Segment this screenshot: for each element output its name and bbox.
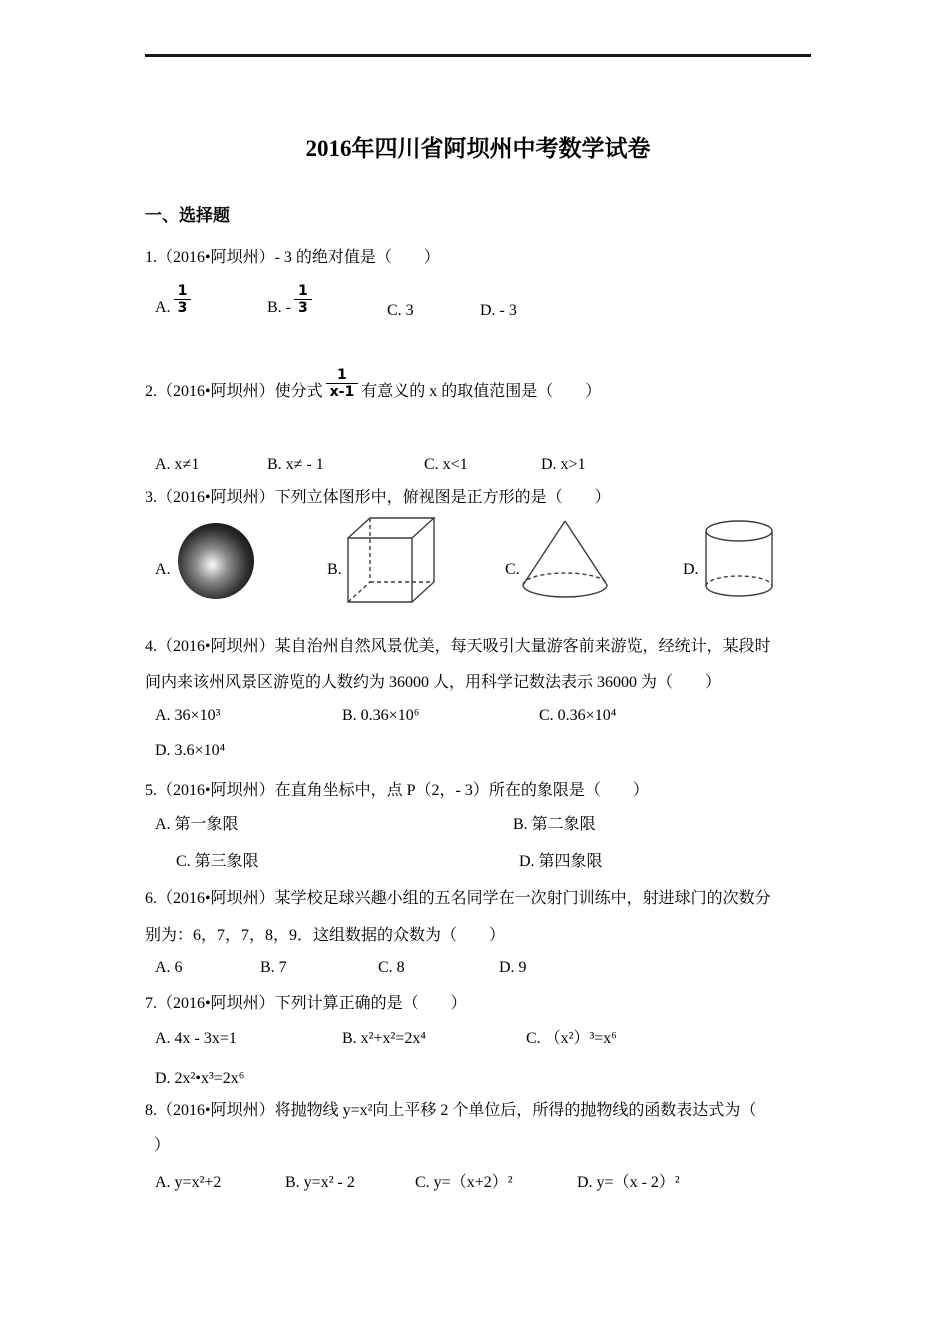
question-4-options-row2 (145, 741, 845, 765)
stem-text: 有意义的 x 的取值范围是（ ） (361, 383, 602, 401)
question-1-option-b (267, 283, 315, 318)
question-4-stem-line2: 间内来该州风景区游览的人数约为 36000 人，用科学记数法表示 36000 为（ ） (145, 674, 722, 691)
question-2-option-a: A. x≠1 (155, 456, 200, 473)
question-7-option-a: A. 4x - 3x=1 (155, 1030, 237, 1047)
question-8-option-a: A. y=x²+2 (155, 1174, 222, 1191)
fraction-denominator: 3 (298, 300, 308, 317)
question-8-option-d: D. y=（x - 2）² (577, 1174, 680, 1191)
header-rule (145, 54, 811, 57)
cone-shape (516, 515, 612, 605)
question-5-option-c: C. 第三象限 (176, 853, 259, 870)
question-5-stem: 5.（2016•阿坝州）在直角坐标中，点 P（2，- 3）所在的象限是（ ） (145, 782, 649, 799)
fraction-numerator: 1 (326, 367, 359, 384)
question-1-option-d: D. - 3 (480, 302, 517, 319)
stem-text: 2.（2016•阿坝州）使分式 (145, 383, 323, 401)
question-6-option-b: B. 7 (260, 959, 287, 976)
question-6-stem-line1: 6.（2016•阿坝州）某学校足球兴趣小组的五名同学在一次射门训练中，射进球门的次数分 (145, 890, 771, 907)
question-8-stem-line1: 8.（2016•阿坝州）将抛物线 y=x²向上平移 2 个单位后，所得的抛物线的函数表达式为（ (145, 1102, 757, 1119)
question-4-option-d: D. 3.6×10⁴ (155, 742, 226, 759)
fraction (174, 283, 192, 316)
question-4-options-row1 (145, 706, 845, 730)
question-2-option-b: B. x≠ - 1 (267, 456, 324, 473)
section-heading: 一、选择题 (145, 206, 230, 225)
question-2-options (145, 455, 845, 479)
question-8-option-c: C. y=（x+2）² (415, 1174, 513, 1191)
question-1-stem: 1.（2016•阿坝州）- 3 的绝对值是（ ） (145, 249, 440, 266)
question-5-option-a: A. 第一象限 (155, 816, 239, 833)
question-7-stem: 7.（2016•阿坝州）下列计算正确的是（ ） (145, 995, 467, 1012)
question-3-option-a-label: A. (155, 561, 171, 578)
question-2-option-d: D. x>1 (541, 456, 586, 473)
cylinder-shape (703, 518, 775, 600)
question-2-option-c: C. x<1 (424, 456, 468, 473)
question-2-stem (145, 367, 601, 402)
fraction (326, 367, 359, 400)
question-1-options (145, 283, 845, 323)
question-7-option-b: B. x²+x²=2x⁴ (342, 1030, 426, 1047)
question-6-options (145, 958, 845, 982)
question-4-option-a: A. 36×10³ (155, 707, 221, 724)
sphere-shape (176, 521, 256, 601)
fraction-denominator: 3 (177, 300, 188, 317)
fraction-denominator: x-1 (329, 384, 355, 401)
question-6-option-c: C. 8 (378, 959, 405, 976)
fraction-numerator: 1 (294, 283, 312, 300)
question-3-option-d-label: D. (683, 561, 699, 578)
question-3-option-c-label: C. (505, 561, 520, 578)
question-8-stem-line2: ） (154, 1137, 171, 1154)
question-5-options-row2 (145, 852, 845, 876)
fraction (294, 283, 312, 316)
question-4-option-c: C. 0.36×10⁴ (539, 707, 617, 724)
question-1-option-a (155, 283, 194, 318)
question-7-option-c: C. （x²）³=x⁶ (526, 1030, 617, 1047)
page-title: 2016年四川省阿坝州中考数学试卷 (305, 136, 651, 161)
question-3-stem: 3.（2016•阿坝州）下列立体图形中，俯视图是正方形的是（ ） (145, 489, 611, 506)
question-4-stem-line1: 4.（2016•阿坝州）某自治州自然风景优美，每天吸引大量游客前来游览，经统计，某段时 (145, 638, 771, 655)
question-8-options (145, 1173, 845, 1197)
question-6-option-d: D. 9 (499, 959, 527, 976)
question-1-option-c: C. 3 (387, 302, 414, 319)
option-label: A. (155, 299, 171, 317)
question-7-options-row2 (145, 1069, 845, 1093)
fraction-numerator: 1 (174, 283, 192, 300)
question-4-option-b: B. 0.36×10⁶ (342, 707, 420, 724)
question-8-option-b: B. y=x² - 2 (285, 1174, 355, 1191)
question-6-option-a: A. 6 (155, 959, 183, 976)
question-3-option-b-label: B. (327, 561, 342, 578)
option-label: B. - (267, 299, 291, 317)
question-7-options-row1 (145, 1029, 845, 1053)
cube-shape (343, 512, 439, 608)
question-5-options-row1 (145, 815, 845, 839)
question-6-stem-line2: 别为：6，7，7，8，9．这组数据的众数为（ ） (145, 927, 506, 944)
question-5-option-d: D. 第四象限 (519, 853, 603, 870)
question-5-option-b: B. 第二象限 (513, 816, 596, 833)
question-7-option-d: D. 2x²•x³=2x⁶ (155, 1070, 245, 1087)
